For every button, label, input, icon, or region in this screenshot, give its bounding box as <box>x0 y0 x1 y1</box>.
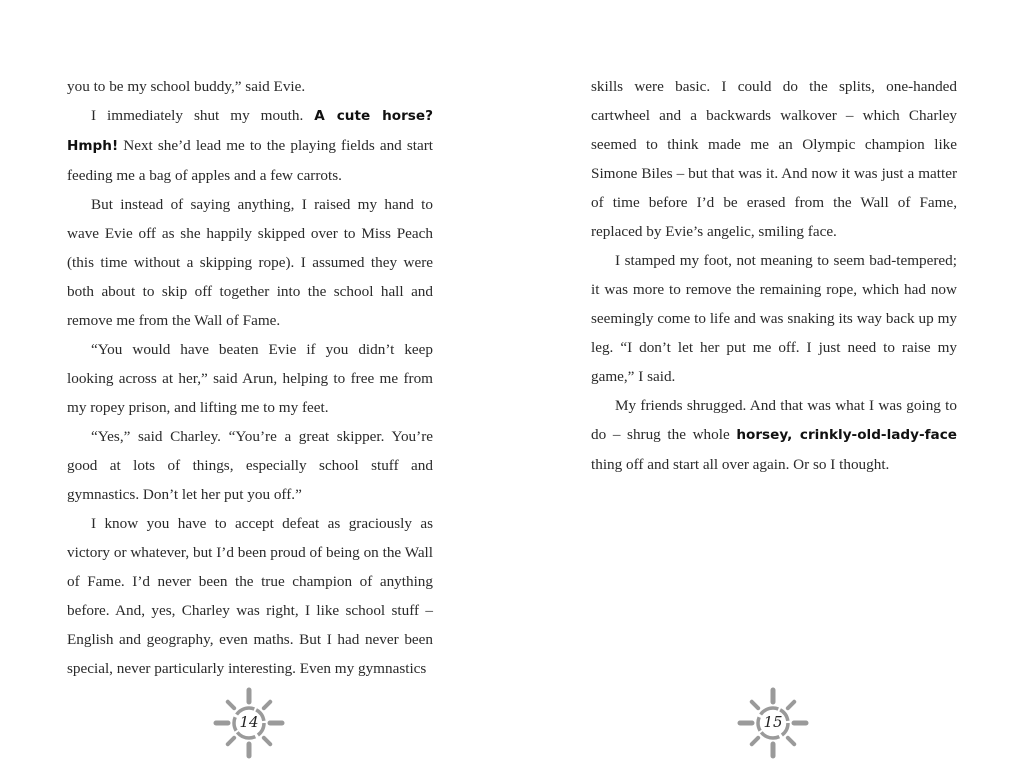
sun-ray <box>788 738 794 744</box>
paragraph <box>67 101 433 190</box>
page-number-badge <box>206 687 292 765</box>
right-page <box>591 72 957 692</box>
paragraph: you to be my school buddy,” said Evie. <box>67 78 306 95</box>
page-number: 15 <box>763 713 783 731</box>
paragraph-text: My friends shrugged. And that was what I was going to do – shrug the whole <box>591 397 957 443</box>
paragraph-text: Next she’d lead me to the playing fields and start feeding me a bag of apples and a few carrots. <box>67 137 433 184</box>
sun-ray <box>752 738 758 744</box>
paragraph: But instead of saying anything, I raised my hand to wave Evie off as she happily skipped over to Miss Peach (this time without a skipping rope). I assumed they were both about to skip off together into the school hall and remove me from the Wall of Fame. <box>67 196 433 329</box>
paragraph <box>591 391 957 479</box>
page-number: 14 <box>239 713 259 731</box>
paragraph: I know you have to accept defeat as graciously as victory or whatever, but I’d been proud of being on the Wall of Fame. I’d never been the true champion of anything before. And, yes, Charley was right, I like school stuff – English and geography, even maths. But I had never been special, never particularly interesting. Even my gymnastics <box>67 515 433 677</box>
page-number-badge <box>730 687 816 765</box>
sun-ray <box>228 702 234 708</box>
paragraph-text: thing off and start all over again. Or so I thought. <box>591 456 890 473</box>
paragraph: “Yes,” said Charley. “You’re a great skipper. You’re good at lots of things, especially school stuff and gymnastics. Don’t let her put you off.” <box>67 428 433 503</box>
left-page <box>67 72 433 692</box>
sun-ray <box>228 738 234 744</box>
sun-ray <box>752 702 758 708</box>
sun-ray <box>788 702 794 708</box>
sun-ray <box>264 738 270 744</box>
emphasis-text: A cute horse? Hmph! <box>67 108 434 154</box>
paragraph: “You would have beaten Evie if you didn’t keep looking across at her,” said Arun, helping to free me from my ropey prison, and lifting me to my feet. <box>67 341 433 416</box>
paragraph-text: I immediately shut my mouth. <box>91 107 315 124</box>
emphasis-text: horsey, crinkly-old-lady-face <box>736 427 957 443</box>
paragraph: skills were basic. I could do the splits, one-handed cartwheel and a backwards walkover – which Charley seemed to think made me an Olympic champion like Simone Biles – but that was it. And now it was just a matter of time before I’d be erased from the Wall of Fame, replaced by Evie’s angelic, smiling face. <box>591 78 957 240</box>
paragraph: I stamped my foot, not meaning to seem bad-tempered; it was more to remove the remaining rope, which had now seemingly come to life and was snaking its way back up my leg. “I don’t let her put me off. I just need to raise my game,” I said. <box>591 252 957 385</box>
sun-ray <box>264 702 270 708</box>
